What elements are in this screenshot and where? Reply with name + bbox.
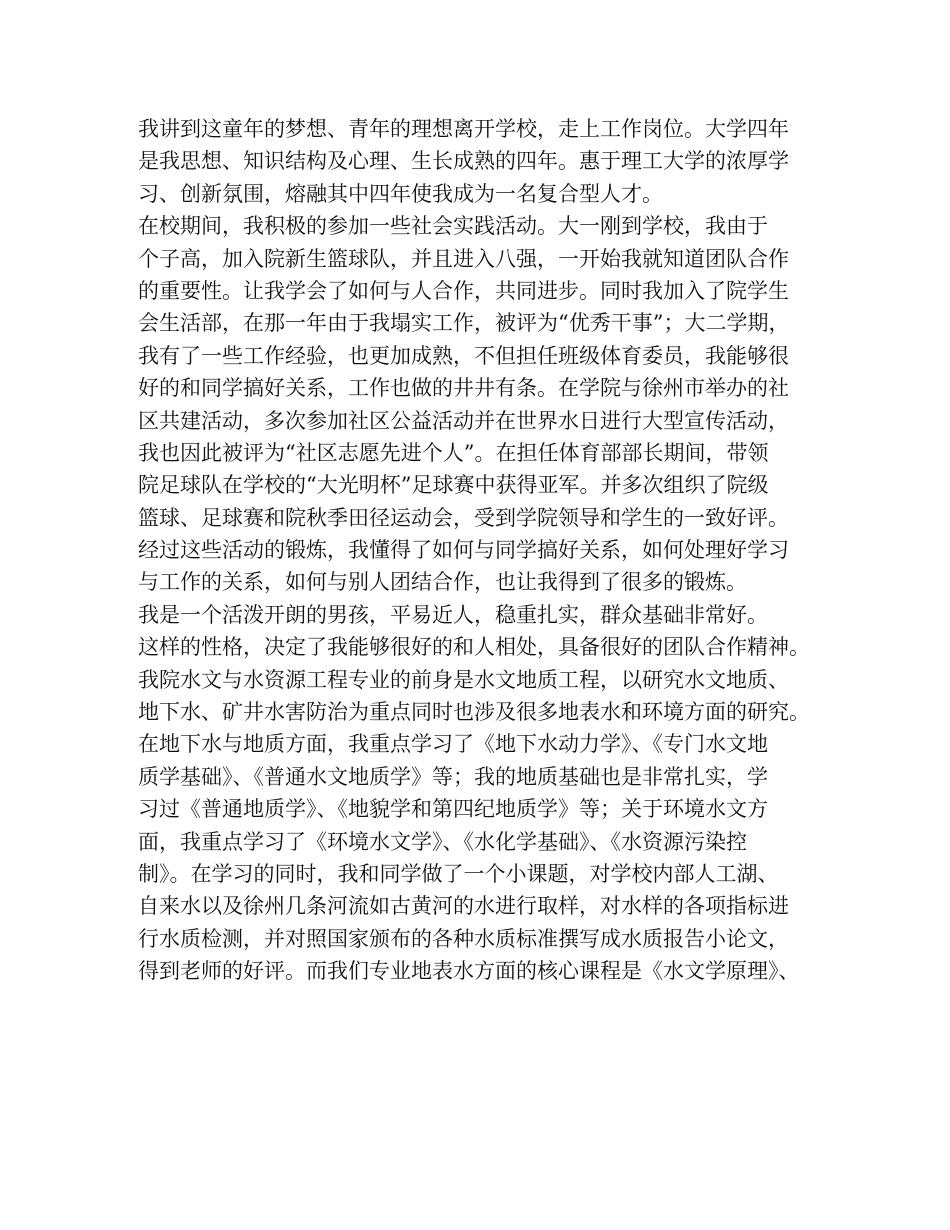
text-line: 篮球、足球赛和院秋季田径运动会，受到学院领导和学生的一致好评。: [138, 505, 789, 530]
document-body: [138, 113, 838, 988]
text-line: 与工作的关系，如何与别人团结合作，也让我得到了很多的锻炼。: [138, 570, 747, 595]
text-line: 的重要性。让我学会了如何与人合作，共同进步。同时我加入了院学生: [138, 278, 789, 303]
text-line: 经过这些活动的锻炼，我懂得了如何与同学搞好关系，如何处理好学习: [138, 538, 789, 563]
text-line: 区共建活动，多次参加社区公益活动并在世界水日进行大型宣传活动，: [138, 408, 789, 433]
text-line: 我是一个活泼开朗的男孩，平易近人，稳重扎实，群众基础非常好。: [138, 602, 768, 627]
text-line: 得到老师的好评。而我们专业地表水方面的核心课程是《水文学原理》、: [138, 959, 800, 984]
text-line: 会生活部，在那一年由于我塌实工作，被评为“优秀干事”；大二学期，: [138, 311, 790, 336]
text-line: 行水质检测，并对照国家颁布的各种水质标准撰写成水质报告小论文，: [138, 926, 789, 951]
text-line: 制》。在学习的同时，我和同学做了一个小课题，对学校内部人工湖、: [138, 861, 779, 886]
text-line: 我讲到这童年的梦想、青年的理想离开学校，走上工作岗位。大学四年: [138, 117, 789, 141]
text-line: 自来水以及徐州几条河流如古黄河的水进行取样，对水样的各项指标进: [138, 894, 789, 919]
text-line: 我有了一些工作经验，也更加成熟，不但担任班级体育委员，我能够很: [138, 343, 789, 368]
text-line: 地下水、矿井水害防治为重点同时也涉及很多地表水和环境方面的研究。: [138, 700, 810, 725]
text-line: 好的和同学搞好关系，工作也做的井井有条。在学院与徐州市举办的社: [138, 376, 789, 401]
text-line: 我院水文与水资源工程专业的前身是水文地质工程，以研究水文地质、: [138, 667, 789, 692]
text-line: 是我思想、知识结构及心理、生长成熟的四年。惠于理工大学的浓厚学: [138, 149, 789, 174]
text-line: 习、创新氛围，熔融其中四年使我成为一名复合型人才。: [138, 181, 663, 206]
text-line: 这样的性格，决定了我能够很好的和人相处，具备很好的团队合作精神。: [138, 635, 810, 660]
text-line: 院足球队在学校的“大光明杯”足球赛中获得亚军。并多次组织了院级: [138, 473, 769, 498]
text-line: 质学基础》、《普通水文地质学》等；我的地质基础也是非常扎实，学: [138, 764, 768, 789]
text-line: 在地下水与地质方面，我重点学习了《地下水动力学》、《专门水文地: [138, 732, 768, 757]
text-line: 面，我重点学习了《环境水文学》、《水化学基础》、《水资源污染控: [138, 829, 747, 854]
text-line: 我也因此被评为“社区志愿先进个人”。在担任体育部部长期间，带领: [138, 440, 769, 465]
text-line: 在校期间，我积极的参加一些社会实践活动。大一刚到学校，我由于: [138, 214, 768, 239]
text-line: 个子高，加入院新生篮球队，并且进入八强，一开始我就知道团队合作: [138, 246, 789, 271]
text-line: 习过《普通地质学》、《地貌学和第四纪地质学》等；关于环境水文方: [138, 797, 768, 822]
